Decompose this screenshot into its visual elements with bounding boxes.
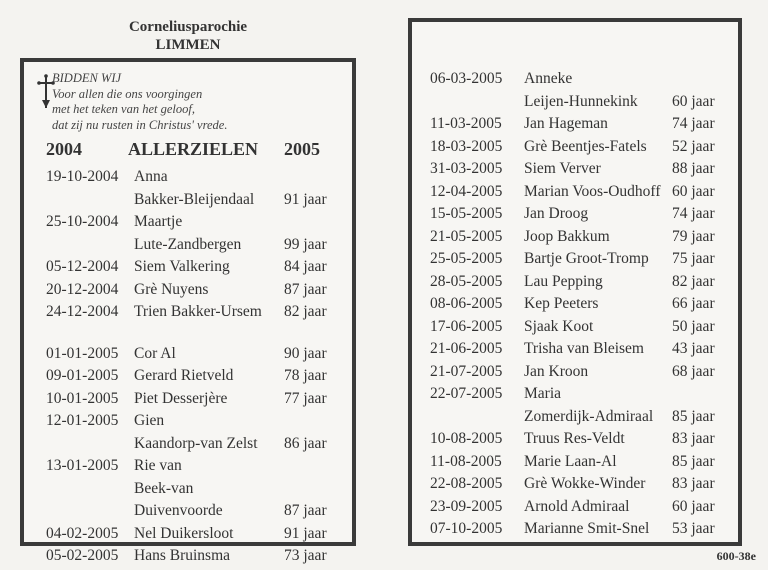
entry-name bbox=[524, 518, 672, 541]
entry-name bbox=[524, 316, 672, 339]
right-panel bbox=[408, 18, 742, 546]
prayer-line: met het teken van het geloof, bbox=[52, 102, 195, 116]
entry-name-line: Lute-Zandbergen bbox=[134, 235, 242, 253]
entry-date: 11-03-2005 bbox=[430, 115, 502, 132]
entry-date: 10-08-2005 bbox=[430, 430, 503, 447]
entry-name bbox=[524, 158, 672, 181]
entry-name bbox=[524, 473, 672, 496]
entry-name-line: Gien bbox=[134, 412, 165, 429]
parish-header bbox=[20, 18, 356, 54]
entry-date: 07-10-2005 bbox=[430, 520, 503, 537]
entry-name-line: Grè Wokke-Winder bbox=[524, 475, 646, 492]
entry-name-line: Nel Duikersloot bbox=[134, 524, 234, 542]
entry-row bbox=[430, 181, 722, 204]
entry-name-line: Anneke bbox=[524, 70, 573, 87]
entry-date: 20-12-2004 bbox=[46, 280, 119, 298]
entry-date: 12-01-2005 bbox=[46, 412, 119, 429]
entry-name-line: Maartje bbox=[134, 213, 183, 230]
entry-row bbox=[430, 451, 722, 474]
entry-name bbox=[134, 523, 280, 546]
entry-name-line: Beek-van Duivenvoorde bbox=[134, 479, 223, 519]
entry-name-line: Lau Pepping bbox=[524, 272, 603, 290]
entry-name-line: Marian Voos-Oudhoff bbox=[524, 182, 661, 200]
entry-date: 22-08-2005 bbox=[430, 475, 503, 492]
entry-date: 11-08-2005 bbox=[430, 452, 502, 470]
entry-date: 08-06-2005 bbox=[430, 295, 503, 312]
entry-name-line: Sjaak Koot bbox=[524, 317, 594, 335]
entry-name bbox=[134, 455, 280, 523]
entry-name bbox=[134, 410, 280, 455]
entry-name-line: Leijen-Hunnekink bbox=[524, 92, 638, 110]
entry-age: 77 jaar bbox=[284, 389, 327, 407]
entry-name-line: Gerard Rietveld bbox=[134, 367, 234, 384]
entry-row bbox=[430, 338, 722, 361]
entry-name-line: Trien Bakker-Ursem bbox=[134, 303, 262, 320]
entry-name bbox=[524, 451, 672, 474]
entry-name-line: Marie Laan-Al bbox=[524, 452, 617, 470]
entry-age: 74 jaar bbox=[672, 205, 715, 222]
prayer-line: Voor allen die ons voorgingen bbox=[52, 86, 203, 101]
entry-name bbox=[524, 338, 672, 361]
entry-name-line: Trisha van Bleisem bbox=[524, 340, 644, 357]
entry-row bbox=[46, 388, 336, 411]
entry-date: 05-02-2005 bbox=[46, 547, 119, 564]
heading-title: ALLERZIELEN bbox=[128, 139, 259, 159]
group-gap bbox=[46, 324, 336, 343]
entry-name-line: Maria bbox=[524, 385, 562, 402]
entry-name bbox=[134, 211, 280, 256]
entry-date: 31-03-2005 bbox=[430, 160, 503, 177]
entry-date: 22-07-2005 bbox=[430, 385, 503, 402]
entry-name bbox=[134, 343, 280, 366]
entry-age: 91 jaar bbox=[284, 524, 327, 542]
entry-row bbox=[430, 136, 722, 159]
entry-age: 85 jaar bbox=[672, 407, 715, 425]
entry-date: 18-03-2005 bbox=[430, 137, 503, 155]
entry-row bbox=[430, 293, 722, 316]
entry-row bbox=[46, 455, 336, 523]
entry-row bbox=[430, 113, 722, 136]
entry-age: 84 jaar bbox=[284, 258, 327, 275]
entry-name bbox=[524, 203, 672, 226]
prayer-text bbox=[52, 71, 227, 133]
entry-name bbox=[134, 545, 280, 568]
entry-name bbox=[134, 388, 280, 411]
entry-name bbox=[134, 301, 280, 324]
entry-row bbox=[46, 343, 336, 366]
entry-age: 74 jaar bbox=[672, 115, 715, 132]
prayer-line: dat zij nu rusten in Christus' vrede. bbox=[52, 117, 228, 132]
entry-name bbox=[524, 248, 672, 271]
print-code: 600-38e bbox=[716, 549, 756, 563]
entry-age: 75 jaar bbox=[672, 250, 715, 267]
entry-date: 28-05-2005 bbox=[430, 272, 503, 290]
entry-age: 88 jaar bbox=[672, 160, 715, 177]
entry-row bbox=[430, 316, 722, 339]
left-list bbox=[46, 166, 336, 568]
entry-row bbox=[430, 158, 722, 181]
entry-age: 52 jaar bbox=[672, 137, 715, 155]
entry-name-line: Bakker-Bleijendaal bbox=[134, 190, 255, 208]
entry-name-line: Bartje Groot-Tromp bbox=[524, 250, 649, 267]
entry-name bbox=[524, 271, 672, 294]
heading-year-from: 2004 bbox=[46, 139, 82, 159]
entry-age: 79 jaar bbox=[672, 227, 715, 245]
entry-name bbox=[524, 226, 672, 249]
entry-date: 17-06-2005 bbox=[430, 317, 503, 335]
entry-name-line: Piet Desserjère bbox=[134, 389, 228, 407]
entry-row bbox=[430, 226, 722, 249]
entry-row bbox=[430, 68, 722, 113]
entry-name-line: Jan Droog bbox=[524, 205, 589, 222]
entry-name bbox=[524, 113, 672, 136]
entry-age: 87 jaar bbox=[284, 502, 327, 519]
entry-name-line: Siem Verver bbox=[524, 160, 601, 177]
entry-date: 12-04-2005 bbox=[430, 182, 503, 200]
entry-name-line: Hans Bruinsma bbox=[134, 547, 231, 564]
entry-age: 90 jaar bbox=[284, 344, 327, 362]
entry-name bbox=[524, 361, 672, 384]
entry-age: 66 jaar bbox=[672, 295, 715, 312]
entry-row bbox=[46, 211, 336, 256]
entry-name-line: Grè Beentjes-Fatels bbox=[524, 137, 647, 155]
entry-name-line: Zomerdijk-Admiraal bbox=[524, 407, 654, 425]
entry-age: 82 jaar bbox=[672, 272, 715, 290]
entry-date: 04-02-2005 bbox=[46, 524, 119, 542]
entry-row bbox=[430, 383, 722, 428]
entry-row bbox=[430, 473, 722, 496]
entry-name bbox=[524, 181, 672, 204]
entry-row bbox=[46, 545, 336, 568]
entry-row bbox=[46, 279, 336, 302]
entry-date: 05-12-2004 bbox=[46, 258, 119, 275]
entry-name bbox=[524, 383, 672, 428]
prayer-line: BIDDEN WIJ bbox=[52, 71, 122, 85]
entry-row bbox=[46, 365, 336, 388]
entry-date: 19-10-2004 bbox=[46, 168, 119, 185]
entry-name-line: Truus Res-Veldt bbox=[524, 430, 625, 447]
entry-age: 85 jaar bbox=[672, 452, 715, 470]
entry-age: 60 jaar bbox=[672, 92, 715, 110]
parish-name: Corneliusparochie bbox=[128, 19, 248, 35]
entry-date: 15-05-2005 bbox=[430, 205, 503, 222]
entry-name bbox=[134, 279, 280, 302]
entry-age: 91 jaar bbox=[284, 190, 327, 208]
entry-name bbox=[524, 428, 672, 451]
left-panel bbox=[20, 58, 356, 564]
entry-age: 68 jaar bbox=[672, 362, 715, 380]
entry-age: 78 jaar bbox=[284, 367, 327, 384]
entry-name-line: Cor Al bbox=[134, 344, 176, 362]
entry-name-line: Marianne Smit-Snel bbox=[524, 520, 650, 537]
entry-row bbox=[430, 248, 722, 271]
entry-age: 82 jaar bbox=[284, 303, 327, 320]
entry-row bbox=[430, 518, 722, 541]
entry-age: 73 jaar bbox=[284, 547, 327, 564]
entry-row bbox=[430, 361, 722, 384]
entry-date: 25-10-2004 bbox=[46, 213, 119, 230]
entry-name-line: Kaandorp-van Zelst bbox=[134, 434, 258, 452]
entry-age: 43 jaar bbox=[672, 340, 715, 357]
entry-row bbox=[46, 301, 336, 324]
left-group-2005 bbox=[46, 343, 336, 568]
entry-date: 21-06-2005 bbox=[430, 340, 503, 357]
entry-name-line: Rie van bbox=[134, 457, 182, 474]
entry-name-line: Jan Hageman bbox=[524, 115, 608, 132]
entry-name bbox=[524, 68, 672, 113]
entry-age: 87 jaar bbox=[284, 280, 327, 298]
entry-name-line: Kep Peeters bbox=[524, 295, 599, 312]
entry-name-line: Grè Nuyens bbox=[134, 280, 209, 298]
entry-row bbox=[46, 256, 336, 279]
entry-date: 25-05-2005 bbox=[430, 250, 503, 267]
entry-age: 53 jaar bbox=[672, 520, 715, 537]
entry-age: 83 jaar bbox=[672, 430, 715, 447]
entry-age: 60 jaar bbox=[672, 182, 715, 200]
heading-year-to: 2005 bbox=[284, 139, 320, 159]
entry-row bbox=[46, 410, 336, 455]
entry-row bbox=[46, 523, 336, 546]
entry-name-line: Joop Bakkum bbox=[524, 227, 610, 245]
entry-age: 60 jaar bbox=[672, 497, 715, 515]
entry-name-line: Arnold Admiraal bbox=[524, 497, 630, 515]
entry-date: 01-01-2005 bbox=[46, 344, 119, 362]
entry-name bbox=[524, 496, 672, 519]
entry-age: 99 jaar bbox=[284, 235, 327, 253]
entry-name bbox=[134, 256, 280, 279]
entry-date: 10-01-2005 bbox=[46, 389, 119, 407]
entry-name-line: Anna bbox=[134, 168, 168, 185]
entry-row bbox=[430, 428, 722, 451]
entry-date: 09-01-2005 bbox=[46, 367, 119, 384]
entry-name-line: Jan Kroon bbox=[524, 362, 589, 380]
entry-name bbox=[134, 365, 280, 388]
entry-name bbox=[134, 166, 280, 211]
entry-date: 23-09-2005 bbox=[430, 497, 503, 515]
right-list bbox=[430, 68, 722, 541]
parish-place: LIMMEN bbox=[155, 37, 221, 53]
entry-name bbox=[524, 136, 672, 159]
entry-date: 06-03-2005 bbox=[430, 70, 503, 87]
entry-age: 86 jaar bbox=[284, 434, 327, 452]
entry-age: 50 jaar bbox=[672, 317, 715, 335]
left-group-2004 bbox=[46, 166, 336, 324]
entry-name bbox=[524, 293, 672, 316]
entry-date: 13-01-2005 bbox=[46, 457, 119, 474]
entry-row bbox=[430, 271, 722, 294]
entry-date: 21-05-2005 bbox=[430, 227, 503, 245]
entry-date: 21-07-2005 bbox=[430, 362, 503, 380]
entry-age: 83 jaar bbox=[672, 475, 715, 492]
entry-date: 24-12-2004 bbox=[46, 303, 119, 320]
entry-row bbox=[46, 166, 336, 211]
entry-name-line: Siem Valkering bbox=[134, 258, 230, 275]
entry-row bbox=[430, 203, 722, 226]
entry-row bbox=[430, 496, 722, 519]
